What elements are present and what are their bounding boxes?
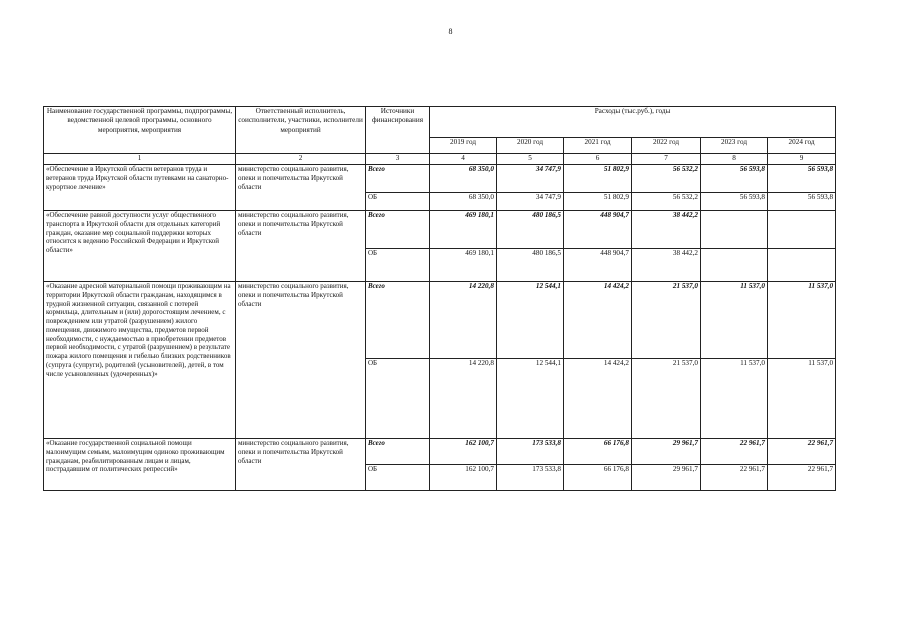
total-value: 480 186,5 xyxy=(497,211,564,249)
header-year: 2024 год xyxy=(768,138,836,154)
column-number-row xyxy=(44,154,836,165)
total-value: 66 176,8 xyxy=(564,439,632,465)
source-total-label: Всего xyxy=(366,165,430,193)
total-value: 34 747,9 xyxy=(497,165,564,193)
ob-value: 480 186,5 xyxy=(497,249,564,282)
program-name: «Оказание государственной социальной помощи малоимущим семьям, малоимущим одиноко проживающим гражданам, реабилитированным лицам и лицам, пострадавшим от политических репрессий» xyxy=(44,439,236,491)
ob-value: 12 544,1 xyxy=(497,359,564,439)
executor: министерство социального развития, опеки и попечительства Иркутской области xyxy=(236,211,366,282)
column-number: 3 xyxy=(366,154,430,165)
ob-value: 22 961,7 xyxy=(768,465,836,491)
table-row xyxy=(44,211,836,249)
total-value: 51 802,9 xyxy=(564,165,632,193)
ob-value: 11 537,0 xyxy=(701,359,768,439)
program-name: «Обеспечение равной доступности услуг общественного транспорта в Иркутской области для отдельных категорий граждан, оказание мер социальной поддержки которых относится к ведению Российской Федерации и Иркутской области» xyxy=(44,211,236,282)
ob-value: 448 904,7 xyxy=(564,249,632,282)
column-number: 1 xyxy=(44,154,236,165)
table-row xyxy=(44,165,836,193)
header-source: Источники финансирования xyxy=(366,107,430,154)
total-value: 173 533,8 xyxy=(497,439,564,465)
header-year: 2022 год xyxy=(632,138,701,154)
header-expenses: Расходы (тыс.руб.), годы xyxy=(430,107,836,138)
total-value: 469 180,1 xyxy=(430,211,497,249)
header-year: 2019 год xyxy=(430,138,497,154)
ob-value: 38 442,2 xyxy=(632,249,701,282)
column-number: 2 xyxy=(236,154,366,165)
source-ob-label: ОБ xyxy=(366,359,430,439)
total-value: 56 593,8 xyxy=(768,165,836,193)
total-value: 22 961,7 xyxy=(768,439,836,465)
ob-value: 56 593,8 xyxy=(701,193,768,211)
ob-value xyxy=(768,249,836,282)
total-value: 14 220,8 xyxy=(430,282,497,359)
executor: министерство социального развития, опеки и попечительства Иркутской области xyxy=(236,165,366,211)
header-executor: Ответственный исполнитель, соисполнители, участники, исполнители мероприятий xyxy=(236,107,366,154)
column-number: 8 xyxy=(701,154,768,165)
table-row xyxy=(44,439,836,465)
program-name: «Оказание адресной материальной помощи проживающим на территории Иркутской области гражданам, находящимся в трудной жизненной ситуации, связанной с потерей кормильца, длительным и (или) дорогостоящим лечением, с повреждением или утратой (разрушением) жилого помещения, движимого имущества, предметов первой необходимости, с нуждаемостью в приобретении предметов первой необходимости, с утратой (разрушением) в результате пожара жилого помещения и гибелью близких родственников (супруга (супруги), родителей (усыновителей), детей, в том числе усыновленных (удочеренных)» xyxy=(44,282,236,439)
program-name: «Обеспечение в Иркутской области ветеранов труда и ветеранов труда Иркутской области путевками на санаторно-курортное лечение» xyxy=(44,165,236,211)
ob-value: 469 180,1 xyxy=(430,249,497,282)
source-total-label: Всего xyxy=(366,211,430,249)
total-value: 29 961,7 xyxy=(632,439,701,465)
total-value: 448 904,7 xyxy=(564,211,632,249)
ob-value: 34 747,9 xyxy=(497,193,564,211)
total-value: 11 537,0 xyxy=(768,282,836,359)
ob-value: 11 537,0 xyxy=(768,359,836,439)
total-value: 162 100,7 xyxy=(430,439,497,465)
ob-value: 162 100,7 xyxy=(430,465,497,491)
source-ob-label: ОБ xyxy=(366,193,430,211)
ob-value: 21 537,0 xyxy=(632,359,701,439)
total-value: 38 442,2 xyxy=(632,211,701,249)
total-value: 56 532,2 xyxy=(632,165,701,193)
total-value: 22 961,7 xyxy=(701,439,768,465)
ob-value: 29 961,7 xyxy=(632,465,701,491)
total-value: 21 537,0 xyxy=(632,282,701,359)
source-total-label: Всего xyxy=(366,282,430,359)
source-total-label: Всего xyxy=(366,439,430,465)
table-row xyxy=(44,282,836,359)
ob-value: 66 176,8 xyxy=(564,465,632,491)
ob-value: 22 961,7 xyxy=(701,465,768,491)
executor: министерство социального развития, опеки и попечительства Иркутской области xyxy=(236,439,366,491)
ob-value xyxy=(701,249,768,282)
ob-value: 14 424,2 xyxy=(564,359,632,439)
column-number: 9 xyxy=(768,154,836,165)
header-row xyxy=(44,107,836,138)
total-value: 12 544,1 xyxy=(497,282,564,359)
ob-value: 14 220,8 xyxy=(430,359,497,439)
total-value xyxy=(701,211,768,249)
ob-value: 173 533,8 xyxy=(497,465,564,491)
header-year: 2020 год xyxy=(497,138,564,154)
column-number: 4 xyxy=(430,154,497,165)
column-number: 5 xyxy=(497,154,564,165)
column-number: 6 xyxy=(564,154,632,165)
header-year: 2021 год xyxy=(564,138,632,154)
ob-value: 51 802,9 xyxy=(564,193,632,211)
total-value: 11 537,0 xyxy=(701,282,768,359)
expenses-table xyxy=(43,106,836,491)
ob-value: 68 350,0 xyxy=(430,193,497,211)
header-year: 2023 год xyxy=(701,138,768,154)
source-ob-label: ОБ xyxy=(366,249,430,282)
page-number: 8 xyxy=(448,27,453,36)
ob-value: 56 593,8 xyxy=(768,193,836,211)
header-name: Наименование государственной программы, подпрограммы, ведомственной целевой программы, основного мероприятия, мероприятия xyxy=(44,107,236,154)
total-value: 68 350,0 xyxy=(430,165,497,193)
column-number: 7 xyxy=(632,154,701,165)
source-ob-label: ОБ xyxy=(366,465,430,491)
ob-value: 56 532,2 xyxy=(632,193,701,211)
total-value: 14 424,2 xyxy=(564,282,632,359)
executor: министерство социального развития, опеки и попечительства Иркутской области xyxy=(236,282,366,439)
total-value xyxy=(768,211,836,249)
total-value: 56 593,8 xyxy=(701,165,768,193)
